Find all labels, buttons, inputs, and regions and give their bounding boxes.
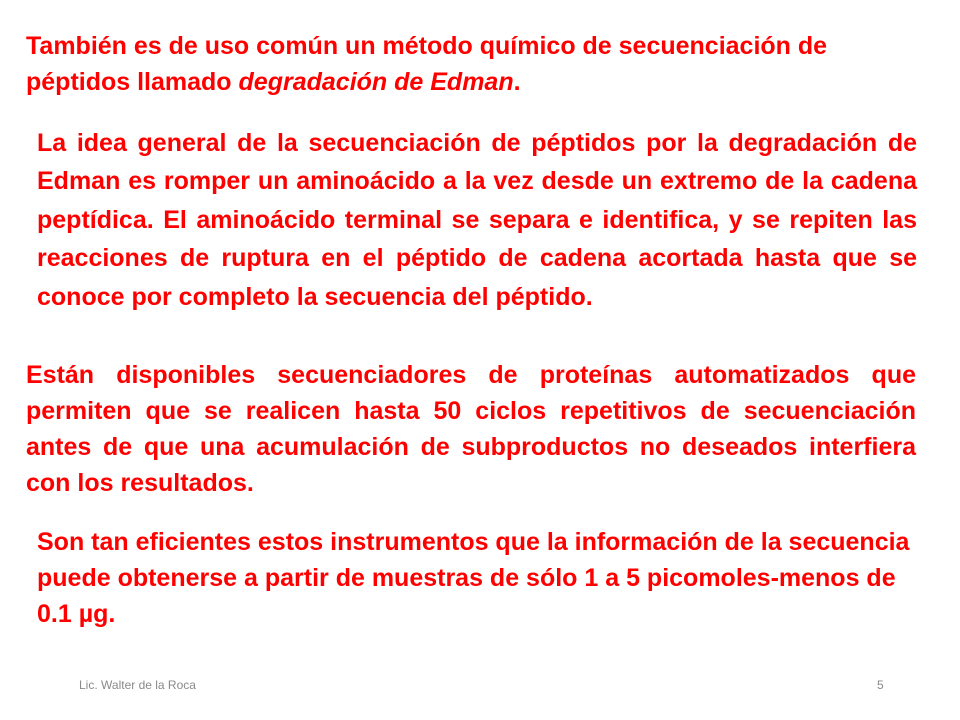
footer-page-number: 5	[877, 678, 884, 692]
paragraph-general-idea: La idea general de la secuenciación de péptidos por la degradación de Edman es romper un aminoácido a la vez desde un extremo de la cadena peptídica. El aminoácido terminal se separa e identifica, y se repiten las reacciones de ruptura en el péptido de cadena acortada hasta que se conoce por completo la secuencia del péptido.	[37, 129, 917, 311]
paragraph-automated-sequencers: Están disponibles secuenciadores de proteínas automatizados que permiten que se realicen hasta 50 ciclos repetitivos de secuenciación antes de que una acumulación de subproductos no deseados interfiera con los resultados.	[26, 361, 916, 497]
paragraph-edman-intro	[26, 28, 926, 100]
paragraph-efficiency: Son tan eficientes estos instrumentos que la información de la secuencia puede obtenerse a partir de muestras de sólo 1 a 5 picomoles-menos de 0.1 µg.	[37, 528, 910, 628]
footer-author: Lic. Walter de la Roca	[79, 678, 196, 692]
paragraph-edman-intro-text: También es de uso común un método químico de secuenciación de péptidos llamado	[26, 32, 828, 96]
paragraph-edman-intro-end: .	[513, 68, 521, 96]
paragraph-edman-intro-emphasis: degradación de Edman	[238, 68, 514, 96]
